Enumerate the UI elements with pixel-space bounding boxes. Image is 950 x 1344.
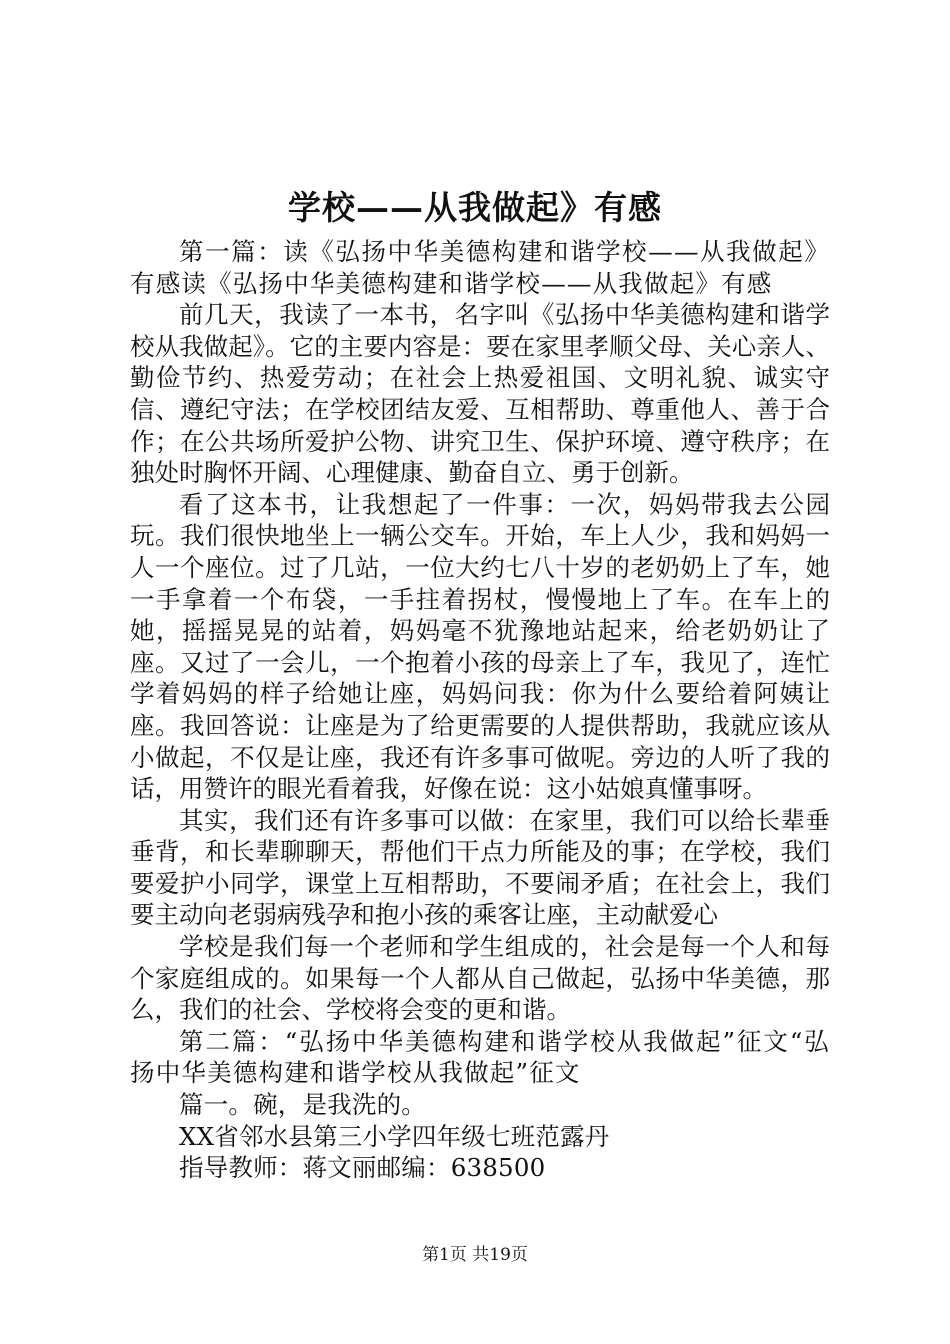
paragraph-6: 第二篇：“弘扬中华美德构建和谐学校从我做起”征文“弘扬中华美德构建和谐学校从我做起”征文	[130, 1026, 830, 1088]
page-number-footer: 第1页 共19页	[422, 1245, 528, 1265]
document-body	[130, 236, 830, 1184]
paragraph-5: 学校是我们每一个老师和学生组成的，社会是每一个人和每个家庭组成的。如果每一个人都从自己做起，弘扬中华美德，那么，我们的社会、学校将会变的更和谐。	[130, 932, 830, 1025]
paragraph-1: 第一篇：读《弘扬中华美德构建和谐学校——从我做起》有感读《弘扬中华美德构建和谐学校——从我做起》有感	[130, 237, 830, 298]
paragraph-3: 看了这本书，让我想起了一件事：一次，妈妈带我去公园玩。我们很快地坐上一辆公交车。开始，车上人少，我和妈妈一人一个座位。过了几站，一位大约七八十岁的老奶奶上了车，她一手拿着一个布袋，一手拄着拐杖，慢慢地上了车。在车上的她，摇摇晃晃的站着，妈妈毫不犹豫地站起来，给老奶奶让了座。又过了一会儿，一个抱着小孩的母亲上了车，我见了，连忙学着妈妈的样子给她让座，妈妈问我：你为什么要给着阿姨让座。我回答说：让座是为了给更需要的人提供帮助，我就应该从小做起，不仅是让座，我还有许多事可做呢。旁边的人听了我的话，用赞许的眼光看着我，好像在说：这小姑娘真懂事呀。	[130, 489, 830, 804]
paragraph-2: 前几天，我读了一本书，名字叫《弘扬中华美德构建和谐学校从我做起》。它的主要内容是：要在家里孝顺父母、关心亲人、勤俭节约、热爱劳动；在社会上热爱祖国、文明礼貌、诚实守信、遵纪守法；在学校团结友爱、互相帮助、尊重他人、善于合作；在公共场所爱护公物、讲究卫生、保护环境、遵守秩序；在独处时胸怀开阔、心理健康、勤奋自立、勇于创新。	[130, 300, 830, 488]
paragraph-4: 其实，我们还有许多事可以做：在家里，我们可以给长辈垂垂背，和长辈聊聊天，帮他们干点力所能及的事；在学校，我们要爱护小同学，课堂上互相帮助，不要闹矛盾；在社会上，我们要主动向老弱病残孕和抱小孩的乘客让座，主动献爱心	[130, 805, 830, 930]
paragraph-7: 篇一。碗，是我洗的。	[179, 1090, 426, 1120]
paragraph-9: 指导教师：蒋文丽邮编：638500	[179, 1153, 546, 1183]
document-title: 学校——从我做起》有感	[288, 188, 662, 227]
paragraph-8: XX省邻水县第三小学四年级七班范露丹	[179, 1121, 610, 1151]
